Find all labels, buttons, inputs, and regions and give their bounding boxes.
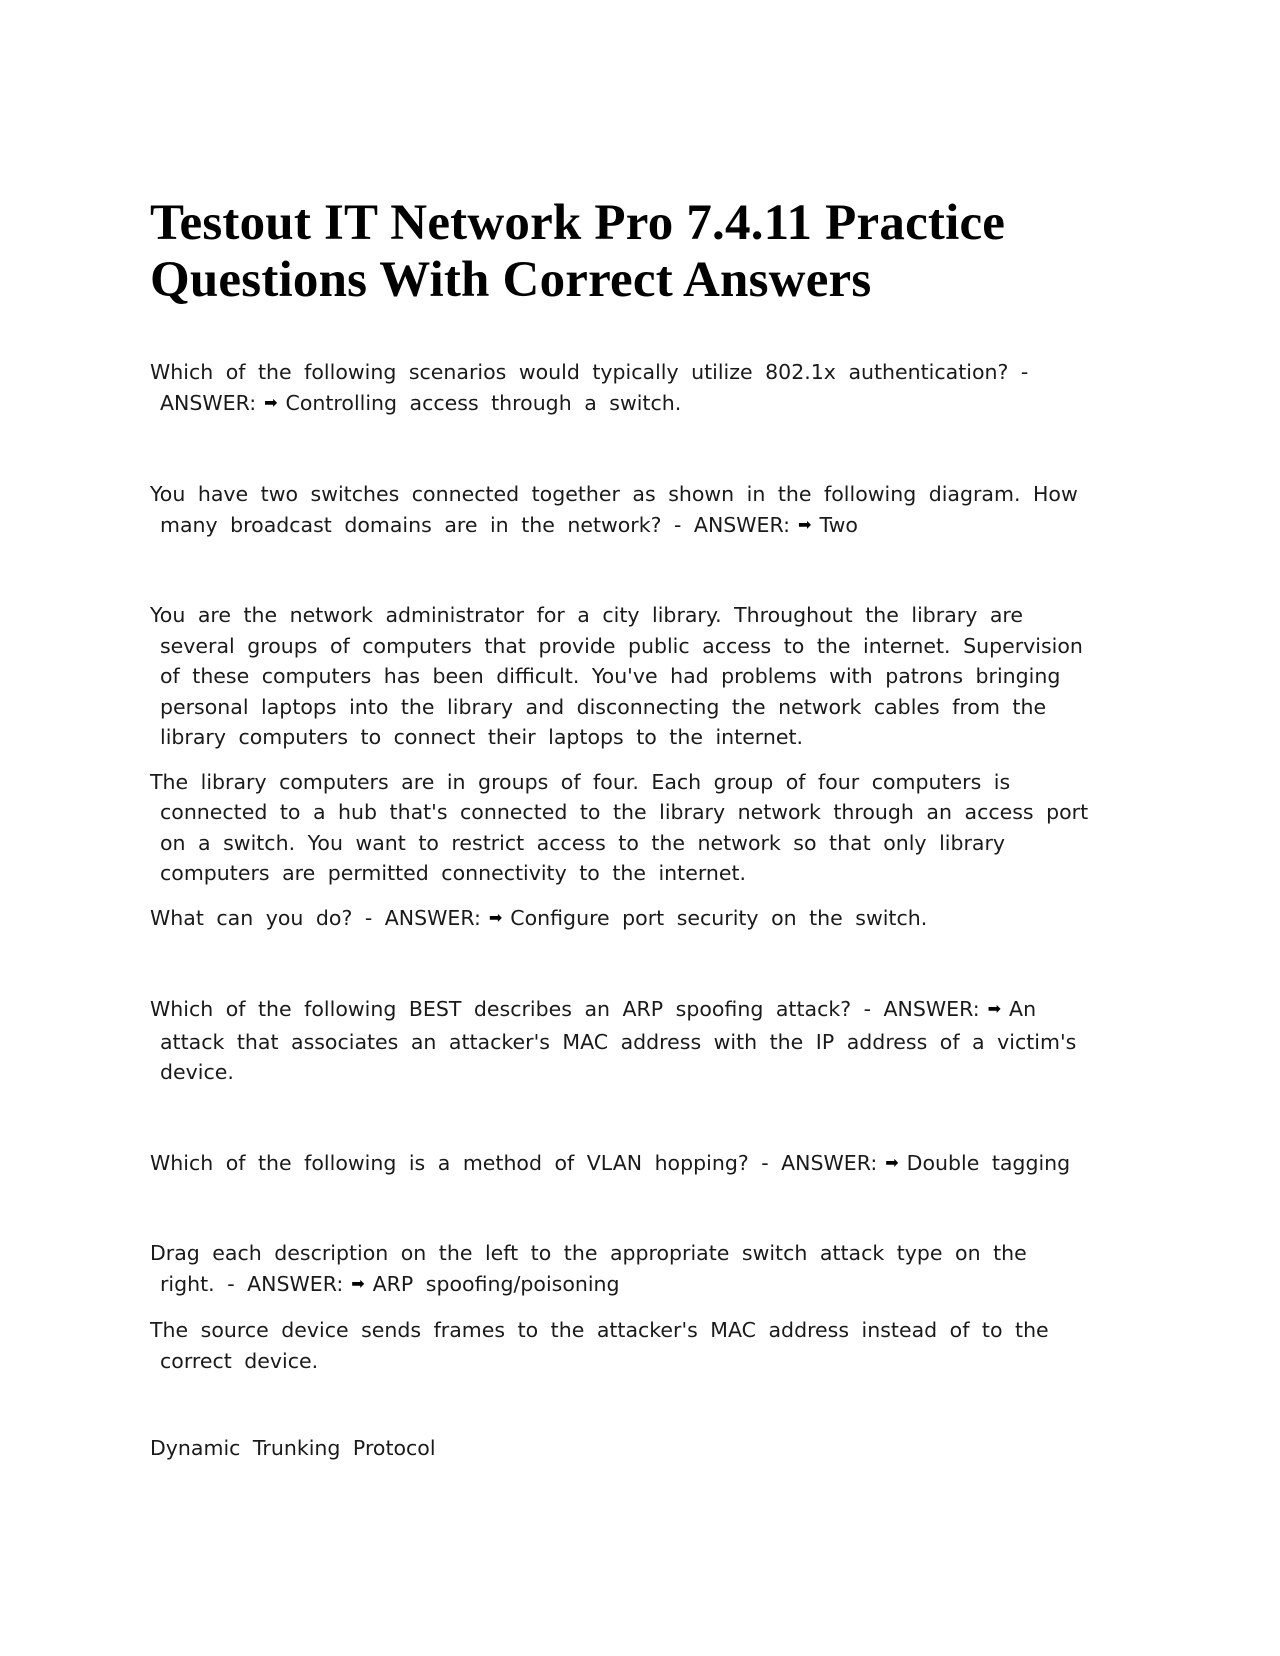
qa-item (150, 994, 1090, 1088)
answer-text: An attack that associates an attacker's MAC address with the IP address of a victim's device. (160, 997, 1077, 1084)
qa-item (150, 357, 1090, 420)
right-arrow-icon: ➡ (488, 907, 503, 927)
answer-text: Two (819, 512, 858, 537)
trailing-text: Dynamic Trunking Protocol (150, 1436, 436, 1460)
title-line-1: Testout IT Network Pro 7.4.11 Practice (150, 195, 1006, 251)
scenario-paragraph: You are the network administrator for a city library. Throughout the library are several groups of computers that provide public access to the internet. Supervision of these computers has been difficult. You've had problems with patrons bringing personal laptops into the library and disconnecting the network cables from the library computers to connect their laptops to the internet. (150, 603, 1083, 749)
answer-description: The source device sends frames to the attacker's MAC address instead of to the correct device. (150, 1318, 1049, 1373)
scenario-paragraph: The library computers are in groups of four. Each group of four computers is connected to a hub that's connected to the library network through an access port on a switch. You want to restrict access to the network so that only library computers are permitted connectivity to the internet. (150, 769, 1089, 885)
answer-text: ARP spoofing/poisoning (372, 1271, 620, 1296)
qa-item (150, 479, 1080, 542)
question-text: Drag each description on the left to the appropriate switch attack type on the right. - ANSWER: (150, 1241, 1027, 1296)
answer-text: Controlling access through a switch. (285, 390, 682, 415)
right-arrow-icon: ➡ (885, 1152, 899, 1172)
question-text: You have two switches connected together as shown in the following diagram. How many broadcast domains are in the network? - ANSWER: (150, 482, 1078, 537)
question-text: Which of the following is a method of VLAN hopping? - ANSWER: (150, 1150, 878, 1175)
document-page (150, 195, 1130, 1464)
document-title (150, 195, 1130, 309)
title-line-2: Questions With Correct Answers (150, 252, 872, 308)
qa-item (150, 1238, 1080, 1301)
right-arrow-icon: ➡ (987, 999, 1002, 1018)
right-arrow-icon: ➡ (351, 1273, 365, 1293)
qa-item (150, 1148, 1130, 1181)
qa-item (150, 903, 1130, 936)
answer-text: Double tagging (906, 1150, 1071, 1175)
right-arrow-icon: ➡ (264, 392, 278, 412)
answer-text: Configure port security on the switch. (510, 905, 928, 930)
question-text: What can you do? - ANSWER: (150, 905, 481, 930)
question-text: Which of the following BEST describes an ARP spoofing attack? - ANSWER: (150, 997, 980, 1021)
right-arrow-icon: ➡ (798, 514, 812, 534)
question-text: Which of the following scenarios would typically utilize 802.1x authentication? - ANSWER: (150, 360, 1029, 415)
